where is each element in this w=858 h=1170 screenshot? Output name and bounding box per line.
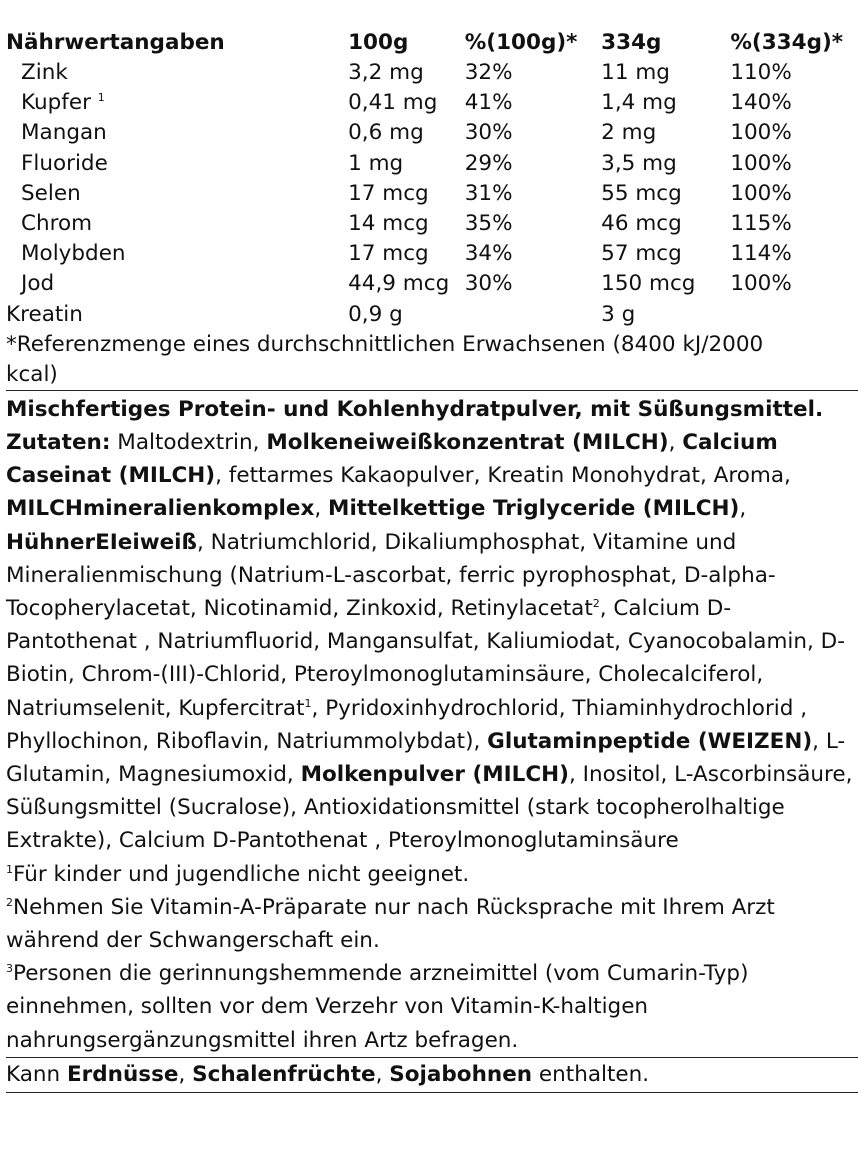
nutrition-row: [6, 239, 858, 269]
footnote-1: [6, 858, 858, 891]
header-percent-100g: %(100g)*: [464, 30, 578, 55]
allergy-notice: [6, 1058, 858, 1092]
divider: [6, 1092, 858, 1093]
value-334g: 57 mcg: [601, 241, 682, 267]
nutrition-row: [6, 179, 858, 209]
nutrition-row: [6, 209, 858, 239]
nutrition-table: [6, 28, 858, 330]
percent-100g: 30%: [464, 120, 513, 146]
footnote-text: Personen die gerinnungshemmende arzneimittel (vom Cumarin-Typ) einnehmen, sollten vor dem Verzehr von Vitamin-K-haltigen nahrungsergänzungsmittel ihren Artz befragen.: [6, 961, 749, 1053]
nutrition-row-kreatin: [6, 300, 858, 330]
ingredient-text: ,: [314, 496, 329, 522]
header-per-100g: 100g: [348, 30, 409, 55]
allergen: Erdnüsse: [66, 1061, 179, 1087]
header-percent-334g: %(334g)*: [730, 30, 844, 55]
percent-334g: 140%: [730, 90, 792, 116]
footnote-3: [6, 957, 858, 1057]
ingredient-text: Maltodextrin,: [110, 429, 267, 455]
footnote-text: Für kinder und jugendliche nicht geeignet.: [13, 861, 470, 887]
value-100g: 44,9 mcg: [348, 271, 450, 297]
value-100g: 14 mcg: [348, 211, 429, 237]
percent-334g: 115%: [730, 211, 792, 237]
value-334g: 46 mcg: [601, 211, 682, 237]
allergen-ingredient: Calcium Caseinat (MILCH): [6, 429, 778, 489]
divider: [6, 390, 858, 391]
percent-100g: 29%: [464, 150, 513, 176]
percent-334g: 114%: [730, 241, 792, 267]
value-100g: 0,9 g: [348, 301, 403, 327]
ingredients-label: Zutaten:: [6, 429, 111, 455]
allergen-ingredient: Molkenpulver (MILCH): [300, 761, 569, 787]
allergy-text: ,: [375, 1061, 390, 1087]
header-nutrients: Nährwertangaben: [6, 30, 225, 55]
nutrition-row: [6, 118, 858, 148]
ingredient-text: , Natriumchlorid, Dikaliumphosphat, Vitamine und Mineralienmischung (Natrium-L-ascorbat, ferric pyrophosphat, D-alpha-Tocopherylacetat, Nicotinamid, Zinkoxid, Retinylacetat: [6, 529, 776, 621]
value-100g: 0,41 mg: [348, 90, 438, 116]
percent-100g: 30%: [464, 271, 513, 297]
allergen: Sojabohnen: [389, 1061, 533, 1087]
footnote-marker: 2: [6, 895, 13, 909]
footnote-text: Nehmen Sie Vitamin-A-Präparate nur nach Rücksprache mit Ihrem Arzt während der Schwangerschaft ein.: [6, 894, 775, 953]
value-100g: 17 mcg: [348, 241, 429, 267]
percent-100g: 41%: [464, 90, 513, 116]
percent-100g: 32%: [464, 60, 513, 86]
allergen-ingredient: MILCHmineralienkomplex: [6, 496, 315, 522]
value-334g: 3 g: [601, 301, 636, 327]
footnote-marker: 1: [6, 862, 13, 876]
value-100g: 0,6 mg: [348, 120, 424, 146]
reference-note: *Referenzmenge eines durchschnittlichen Erwachsenen (8400 kJ/2000 kcal): [6, 331, 764, 387]
allergen-ingredient: Glutaminpeptide (WEIZEN): [487, 728, 813, 754]
footnote-marker: 3: [6, 961, 13, 975]
value-334g: 3,5 mg: [601, 150, 677, 176]
ingredient-text: , L-Glutamin, Magnesiumoxid,: [6, 728, 846, 787]
percent-100g: 34%: [464, 241, 513, 267]
percent-100g: 31%: [464, 180, 513, 206]
ingredient-text: ,: [668, 429, 683, 455]
percent-334g: 100%: [730, 120, 792, 146]
footnote-marker: 1: [97, 91, 105, 105]
nutrition-row: [6, 149, 858, 179]
nutrition-row: [6, 269, 858, 299]
ingredients-paragraph: [6, 393, 858, 858]
footnote-2: [6, 891, 858, 957]
value-100g: 1 mg: [348, 150, 404, 176]
ingredient-text: ,: [739, 496, 747, 522]
ingredient-text: , Calcium D-Pantothenat , Natriumfluorid, Mangansulfat, Kaliumiodat, Cyanocobalamin, D-Biotin, Chrom-(III)-Chlorid, Pteroylmonoglutaminsäure, Cholecalciferol, Natriumselenit, Kupfercitrat: [6, 595, 845, 721]
value-334g: 55 mcg: [601, 180, 682, 206]
percent-334g: 100%: [730, 180, 792, 206]
nutrient-name: Selen: [21, 180, 81, 206]
allergen-ingredient: Molkeneiweißkonzentrat (MILCH): [266, 429, 669, 455]
label-document: [6, 28, 858, 1093]
product-title: Mischfertiges Protein- und Kohlenhydratpulver, mit Süßungsmittel.: [6, 396, 824, 422]
footnote-marker: 2: [592, 596, 600, 610]
value-100g: 3,2 mg: [348, 60, 424, 86]
allergen: Schalenfrüchte: [192, 1061, 376, 1087]
footnote-marker: 1: [304, 696, 312, 710]
percent-334g: 110%: [730, 60, 792, 86]
value-334g: 2 mg: [601, 120, 657, 146]
allergen-ingredient: HühnerEIeiweiß: [6, 529, 198, 555]
percent-334g: 100%: [730, 271, 792, 297]
allergy-text: enthalten.: [532, 1061, 650, 1087]
value-334g: 1,4 mg: [601, 90, 677, 116]
value-334g: 11 mg: [601, 60, 670, 86]
nutrient-name: Zink: [21, 60, 68, 86]
percent-100g: 35%: [464, 211, 513, 237]
nutrient-name: Chrom: [21, 211, 93, 237]
nutrient-name: Kreatin: [6, 301, 83, 327]
nutrition-header-row: [6, 28, 858, 58]
value-100g: 17 mcg: [348, 180, 429, 206]
nutrient-name: Kupfer: [21, 90, 91, 116]
nutrient-name: Fluoride: [21, 150, 108, 176]
nutrition-row: [6, 88, 858, 118]
allergen-ingredient: Mittelkettige Triglyceride (MILCH): [328, 496, 740, 522]
ingredient-text: , Pyridoxinhydrochlorid, Thiaminhydrochlorid , Phyllochinon, Riboflavin, Natriummolybdat),: [6, 695, 808, 754]
header-per-334g: 334g: [601, 30, 662, 55]
allergy-text: ,: [178, 1061, 193, 1087]
nutrient-name: Mangan: [21, 120, 107, 146]
percent-334g: 100%: [730, 150, 792, 176]
value-334g: 150 mcg: [601, 271, 696, 297]
nutrient-name: Jod: [21, 271, 55, 297]
nutrition-row: [6, 58, 858, 88]
nutrient-name: Molybden: [21, 241, 126, 267]
ingredient-text: , Inositol, L-Ascorbinsäure, Süßungsmittel (Sucralose), Antioxidationsmittel (stark tocopherolhaltige Extrakte), Calcium D-Pantothenat , Pteroylmonoglutaminsäure: [6, 761, 853, 854]
ingredient-text: , fettarmes Kakaopulver, Kreatin Monohydrat, Aroma,: [215, 463, 791, 489]
allergy-text: Kann: [6, 1061, 67, 1087]
